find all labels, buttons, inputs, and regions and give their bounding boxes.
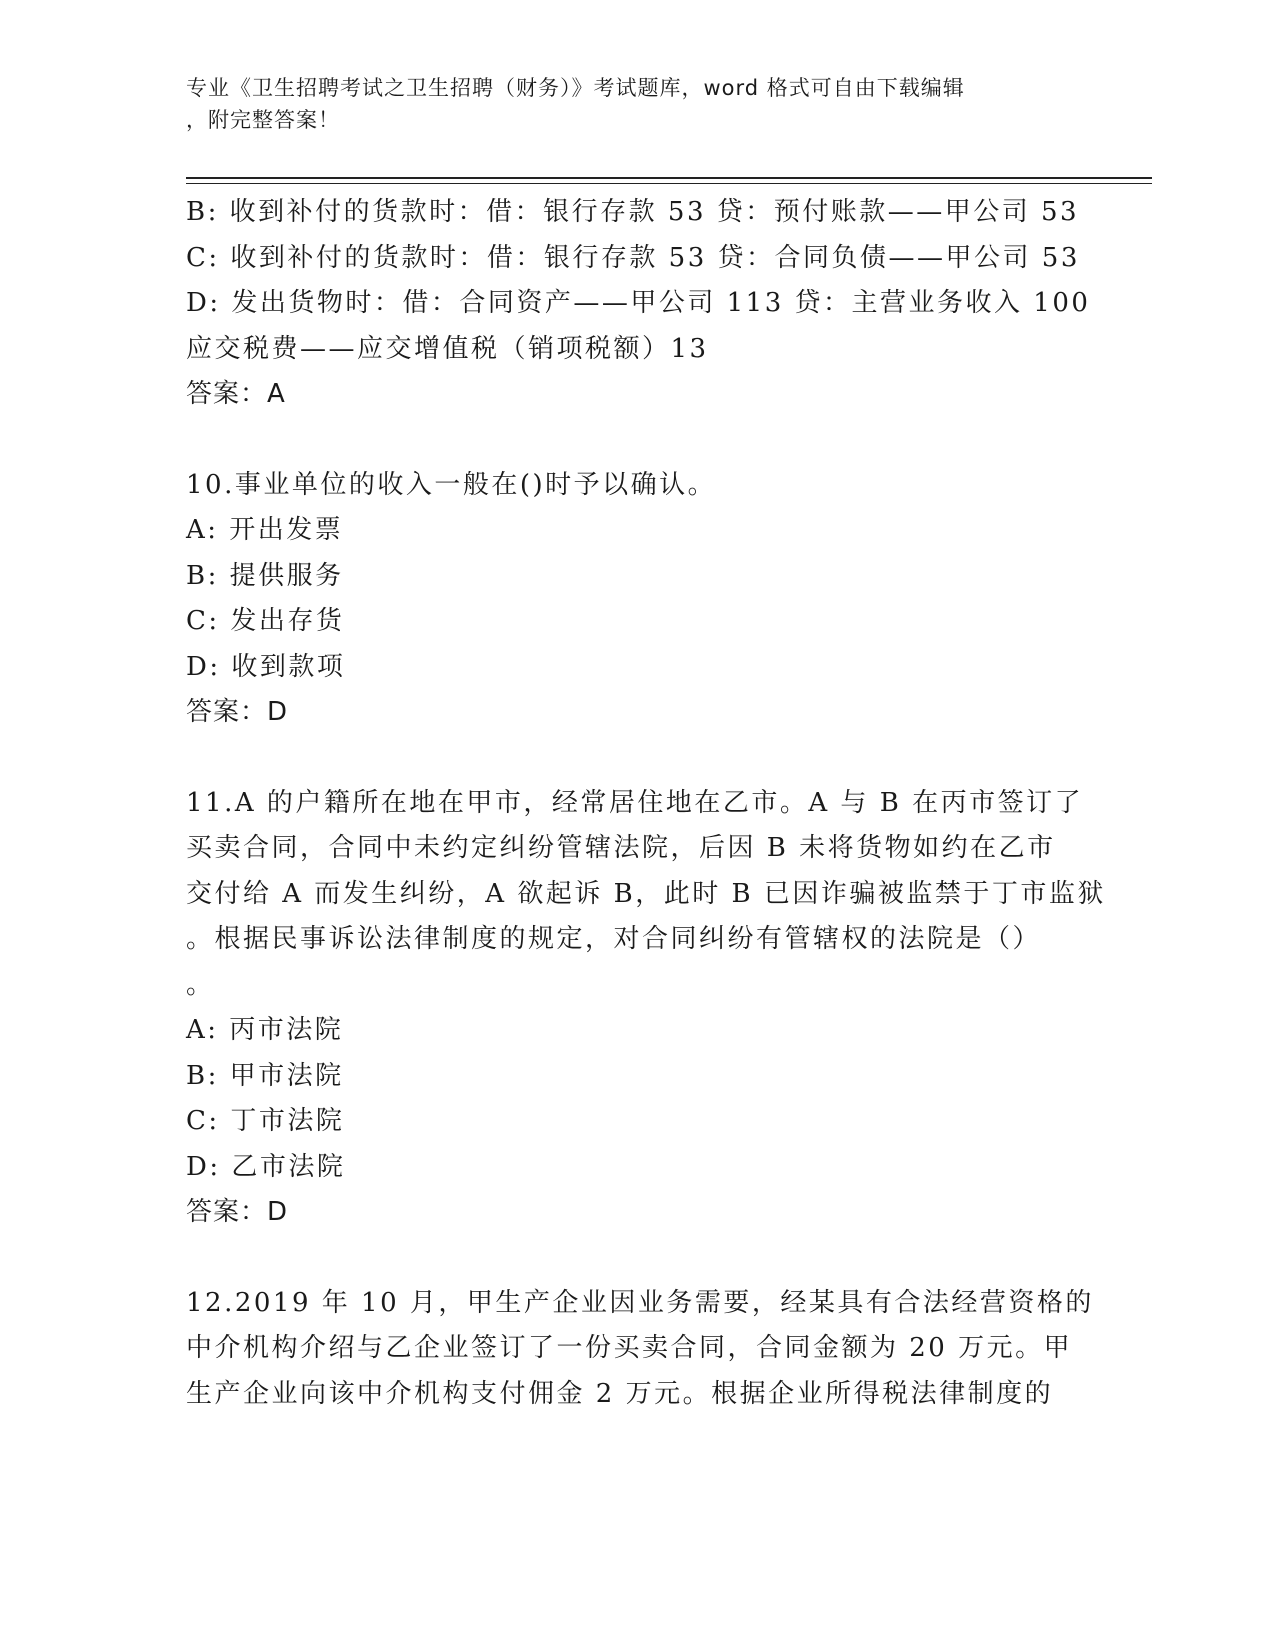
- option-a: A: 开出发票: [186, 515, 344, 545]
- question-stem: 。: [186, 969, 215, 1000]
- answer: 答案：A: [186, 379, 286, 409]
- question-stem: 买卖合同，合同中未约定纠纷管辖法院，后因 B 未将货物如约在乙市: [186, 833, 1056, 863]
- header-line-1: 专业《卫生招聘考试之卫生招聘（财务）》考试题库，word 格式可自由下载编辑: [186, 76, 965, 100]
- question-stem: 11.A 的户籍所在地在甲市，经常居住地在乙市。A 与 B 在丙市签订了: [186, 787, 1084, 818]
- question-stem: 中介机构介绍与乙企业签订了一份买卖合同，合同金额为 20 万元。甲: [186, 1333, 1073, 1363]
- header-line-2: ，附完整答案！: [186, 108, 340, 132]
- header-rule-thin: [186, 183, 1152, 184]
- question-stem: 生产企业向该中介机构支付佣金 2 万元。根据企业所得税法律制度的: [186, 1378, 1054, 1409]
- option-c: C: 收到补付的货款时：借：银行存款 53 贷：合同负债——甲公司 53: [186, 242, 1080, 273]
- option-b: B: 甲市法院: [186, 1060, 344, 1091]
- question-11: [186, 781, 1106, 1236]
- option-d: D: 收到款项: [186, 651, 346, 682]
- option-d-continued: 应交税费——应交增值税（销项税额）13: [186, 333, 709, 364]
- option-b: B: 收到补付的货款时：借：银行存款 53 贷：预付账款——甲公司 53: [186, 197, 1080, 227]
- document-header: [186, 72, 1086, 136]
- option-d: D: 乙市法院: [186, 1151, 346, 1182]
- question-10: [186, 463, 1086, 736]
- question-stem: 。根据民事诉讼法律制度的规定，对合同纠纷有管辖权的法院是（）: [186, 924, 1042, 954]
- option-c: C: 发出存货: [186, 606, 345, 636]
- answer: 答案：D: [186, 1197, 289, 1227]
- question-stem: 12.2019 年 10 月，甲生产企业因业务需要，经某具有合法经营资格的: [186, 1287, 1094, 1318]
- question-content: [186, 190, 1106, 1417]
- question-12: [186, 1281, 1094, 1418]
- option-a: A: 丙市法院: [186, 1015, 344, 1045]
- option-d: D: 发出货物时：借：合同资产——甲公司 113 贷：主营业务收入 100: [186, 288, 1091, 318]
- question-stem: 10.事业单位的收入一般在()时予以确认。: [186, 469, 717, 500]
- option-b: B: 提供服务: [186, 560, 344, 591]
- spacer: [186, 1236, 1086, 1281]
- question-stem: 交付给 A 而发生纠纷，A 欲起诉 B，此时 B 已因诈骗被监禁于丁市监狱: [186, 878, 1106, 909]
- spacer: [186, 736, 1086, 781]
- answer: 答案：D: [186, 697, 289, 727]
- question-9-tail: [186, 190, 1091, 418]
- header-rule-thick: [186, 177, 1152, 179]
- option-c: C: 丁市法院: [186, 1106, 345, 1136]
- spacer: [186, 418, 1086, 463]
